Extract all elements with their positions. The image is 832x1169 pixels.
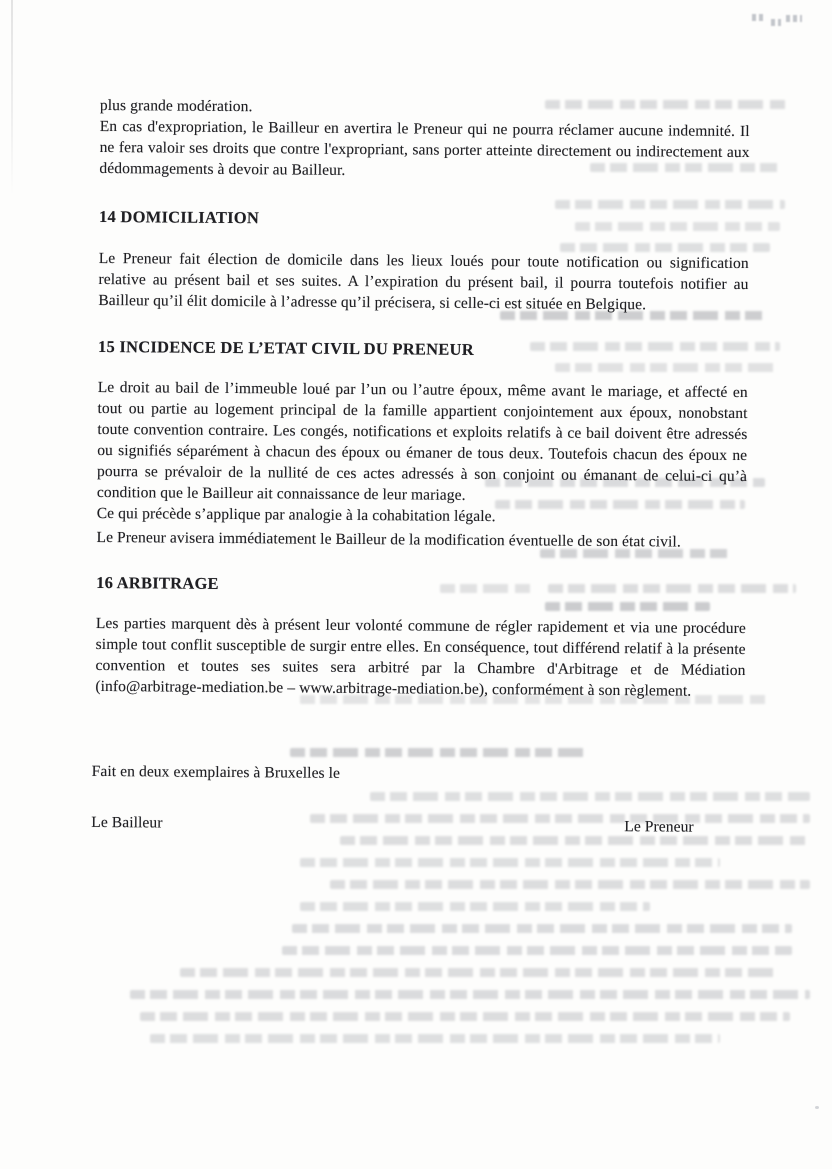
section-15-paragraph xyxy=(97,377,748,529)
signature-label-preneur: Le Preneur xyxy=(624,818,694,836)
paragraph-line-cohabitation: Ce qui précède s’applique par analogie à la cohabitation légale. xyxy=(96,504,496,526)
section-14-paragraph: Le Preneur fait élection de domicile dans les lieux loués pour toute notification ou signification relative au présent bail et ses suites. A l’expiration du présent bail, il pourra toutefois notifier au Bailleur qu’il élit domicile à l’adresse qu’il précisera, si celle-ci est située en Belgique. xyxy=(98,249,749,314)
section-16-paragraph: Les parties marquent dès à présent leur volonté commune de régler rapidement et via une procédure simple tout conflit susceptible de surgir entre elles. En conséquence, tout différend relatif à la présente convention et toutes ses suites sera arbitré par la Chambre d'Arbitrage et de Médiation (info@arbitrage-mediation.be – www.arbitrage-mediation.be), conformément à son règlement. xyxy=(95,614,746,700)
paragraph-expropriation xyxy=(99,95,750,184)
closing-line: Fait en deux exemplaires à Bruxelles le xyxy=(91,762,341,782)
paragraph-text-expropriation: En cas d'expropriation, le Bailleur en avertira le Preneur qui ne pourra réclamer aucune indemnité. Il ne fera valoir ses droits que contre l'expropriant, sans porter atteinte directement ou indirectement aux dédommagements à devoir au Bailleur. xyxy=(99,117,750,179)
paragraph-line-moderation: plus grande modération. xyxy=(99,96,253,116)
section-16-heading: 16 ARBITRAGE xyxy=(96,572,219,593)
section-15-heading: 15 INCIDENCE DE L’ETAT CIVIL DU PRENEUR xyxy=(97,336,475,359)
paragraph-text-etat-civil: Le droit au bail de l’immeuble loué par l’un ou l’autre époux, même avant le mariage, et affecté en tout ou partie au logement principal de la famille appartient conjointement aux époux, nonobstant toute convention contraire. Les congés, notifications et exploits relatifs à ce bail doivent être adressés ou signifiés séparément à chacun des époux ou émaner de tous deux. Toutefois chacun des époux ne pourra se prévaloir de la nullité de ces actes adressés à son conjoint ou émanant de celui-ci qu’à condition que le Bailleur ait connaissance de leur mariage. xyxy=(96,378,748,504)
section-14-heading: 14 DOMICILIATION xyxy=(98,206,260,228)
section-15-note: Le Preneur avisera immédiatement le Bailleur de la modification éventuelle de son état civil. xyxy=(96,528,681,551)
signature-label-bailleur: Le Bailleur xyxy=(91,813,163,832)
